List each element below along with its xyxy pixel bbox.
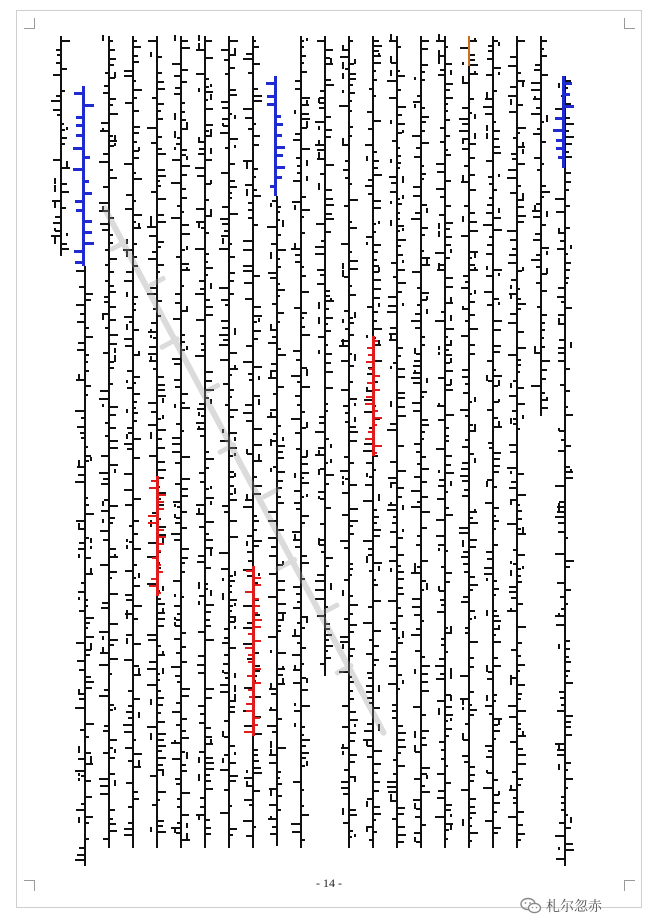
source-credit [520,895,602,917]
mongolian-vertical-text-block [54,36,574,866]
page-number: - 14 - [316,876,342,890]
wechat-logo-icon [520,897,542,915]
text-column [146,36,168,848]
text-column [98,36,120,848]
text-column [50,36,72,256]
text-column [554,76,576,866]
text-column [458,36,480,848]
text-column [506,36,528,848]
section-heading [269,76,283,196]
text-column [122,36,144,848]
orange-highlighted-text [468,36,470,66]
text-column [482,36,504,848]
crop-mark [24,18,35,29]
text-column [74,266,96,866]
text-column [290,36,312,848]
text-column [170,36,192,848]
text-column [530,36,552,416]
credit-text: 札尔忽赤 [546,899,602,915]
crop-mark [624,18,635,29]
text-column [410,36,432,848]
text-column [434,36,456,848]
section-heading [557,76,571,168]
